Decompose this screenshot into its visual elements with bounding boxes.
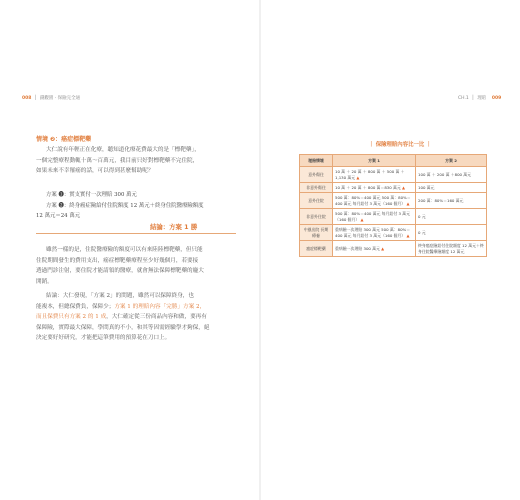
row-label (300, 167, 333, 183)
fire-icon: ▲ (359, 216, 364, 222)
plan-2: 方案 ❷：終身癌症險給付住院額度 12 萬元＋終身住院醫療險額度 (46, 202, 204, 209)
scenario-title: 情境 ❷：癌症標靶藥 (36, 136, 92, 143)
right-page-header: CH.1 │ 理賠 009 (458, 96, 502, 101)
paragraph-2-line: 開銷。 (36, 278, 53, 285)
fire-icon: ▲ (405, 232, 410, 238)
plan-2-cell-text: 200 萬：80%＝160 萬元 (418, 197, 464, 203)
row-label (300, 225, 333, 241)
row-label-text: 非意外住院 (306, 213, 326, 219)
fire-icon: ▲ (355, 174, 360, 180)
table-row (300, 183, 487, 193)
plan-1-cell-text: 500 萬：80%＝400 萬元 500 萬：80%＝400 萬元 每月給付 3 萬元（160 個月） (335, 194, 411, 206)
paragraph-3-line: 決定要好好研究，才能把這筆費用的預算花在刀口上。 (36, 335, 171, 341)
plan-1-cell-text: 重病險一次理賠 300 萬元 500 萬：80%＝400 萬元 每月給付 3 萬元（160 個月） (335, 226, 411, 238)
plan-1-cell-text: 10 萬 ＋ 20 萬 ＋ 800 萬＝830 萬元 (335, 184, 401, 190)
row-label-text: 癌症標靶藥 (306, 245, 326, 251)
plan-1-cell (333, 209, 416, 225)
plan-2-cell (416, 167, 487, 183)
plan-2-cell-text: 0 元 (418, 213, 426, 219)
row-label (300, 193, 333, 209)
header-plan-1: 方案 1 (333, 155, 416, 167)
plan-2-cont: 12 萬元＝24 萬元 (36, 213, 81, 219)
conclusion-label: 結論：方案 1 勝 (150, 223, 198, 231)
row-label (300, 183, 333, 193)
paragraph-1-line: 大仁說有年輕正在化療，聽知道化療花費最大的是「標靶藥」， (46, 147, 200, 153)
plan-2-cell (416, 209, 487, 225)
plan-2-cell-text: 終身癌症險給付住院額度 12 萬元＋終身住院醫療險額度 12 萬元 (418, 242, 484, 254)
plan-1-cell (333, 183, 416, 193)
fire-icon: ▲ (405, 200, 410, 206)
plan-2-cell (416, 225, 487, 241)
table-row (300, 225, 487, 241)
plan-1-cell (333, 225, 416, 241)
paragraph-1-line: 一個完整療程動輒十萬～百萬元，我目前只好對標靶藥不完住院， (36, 157, 199, 164)
plan-2-cell-text: 100 萬元 (418, 184, 435, 190)
table-row (300, 241, 487, 257)
header-scenario: 理賠情境 (300, 155, 333, 167)
left-page (0, 0, 259, 500)
fire-icon: ▲ (379, 245, 385, 251)
plan-1: 方案 ❶：實支實付一次理賠 300 萬元 (46, 192, 137, 198)
paragraph-3-line: 保障險，實際最大保障，學問真的不小，和其等因需經驗學才夠保，絕 (36, 324, 210, 331)
comparison-table (299, 154, 487, 257)
paragraph-3-line: 結論：大仁發現，「方案 2」的問題，雖然可以保障終身，也 (46, 293, 194, 299)
table-row (300, 193, 487, 209)
paragraph-3 (36, 291, 234, 344)
paragraph-3-text: ，大仁確定從三份商品內容和做，要再有 (106, 314, 207, 320)
right-header-chapter: CH.1 (458, 96, 469, 101)
paragraph-1-line: 如果未來不幸罹癌的話，可以得到甚麼幫助呢？ (36, 168, 154, 174)
plan-list (36, 190, 236, 222)
row-label-text: 意外住院 (308, 197, 324, 203)
plan-1-cell (333, 193, 416, 209)
right-page-number: 009 (491, 96, 502, 101)
paragraph-2-line: 住院期間發生的費用支出，癌症標靶藥療程至少好幾個月，若要接 (36, 257, 199, 264)
paragraph-3-highlight: 方案 1 的理賠內容「完勝」方案 2， (114, 303, 206, 310)
conclusion-divider (36, 233, 236, 234)
plan-1-cell (333, 241, 416, 257)
paragraph-3-line (36, 312, 234, 323)
paragraph-2 (36, 245, 234, 287)
plan-2-cell (416, 193, 487, 209)
plan-1-cell-text: 500 萬：80%＝400 萬元 每月給付 3 萬元（160 個月） (335, 210, 410, 222)
right-header-section: 理賠 (477, 96, 487, 101)
row-label-text: 中風出院 長期療養 (303, 226, 329, 238)
left-header-title: 錢觀園 · 保險完全通 (39, 96, 81, 101)
plan-1-cell-text: 10 萬 ＋ 20 萬 ＋ 800 萬 ＋ 500 萬 ＋1,130 萬元 (335, 168, 405, 180)
left-page-number: 008 (22, 96, 32, 101)
paragraph-3-highlight: 而且保費只有方案 2 的 1 成 (36, 314, 107, 320)
table-body (300, 167, 487, 257)
left-page-header: 008 │ 錢觀園 · 保險完全通 (22, 96, 81, 101)
paragraph-1 (36, 145, 234, 177)
table-title: ｜ 保險理賠內容比一比 ｜ (368, 142, 432, 148)
paragraph-3-text: 能複本，但總保費負，保障少； (36, 303, 115, 310)
row-label (300, 209, 333, 225)
paragraph-3-line (36, 302, 234, 313)
plan-2-cell-text: 0 元 (418, 229, 426, 235)
plan-1-cell-text: 重病險一次理賠 300 萬元 (335, 245, 380, 251)
row-label-text: 意外傷住 (308, 171, 324, 177)
table-row (300, 167, 487, 183)
row-label (300, 241, 333, 257)
fire-icon: ▲ (400, 184, 406, 190)
paragraph-2-line: 透過門診注射，要住院才能請領的醫療，就會無法保障標靶藥的龐大 (36, 268, 204, 274)
table-header-row (300, 155, 487, 167)
table-row (300, 209, 487, 225)
plan-1-cell (333, 167, 416, 183)
plan-2-cell (416, 183, 487, 193)
paragraph-2-line: 雖然一樣的是，住院醫療險的額度可以有來陸陸標靶藥，但只能 (46, 247, 203, 253)
header-plan-2: 方案 2 (416, 155, 487, 167)
plan-2-cell-text: 100 萬 ＋ 200 萬 ＋800 萬元 (418, 171, 472, 177)
plan-2-cell (416, 241, 487, 257)
row-label-text: 非意外傷住 (306, 184, 326, 190)
